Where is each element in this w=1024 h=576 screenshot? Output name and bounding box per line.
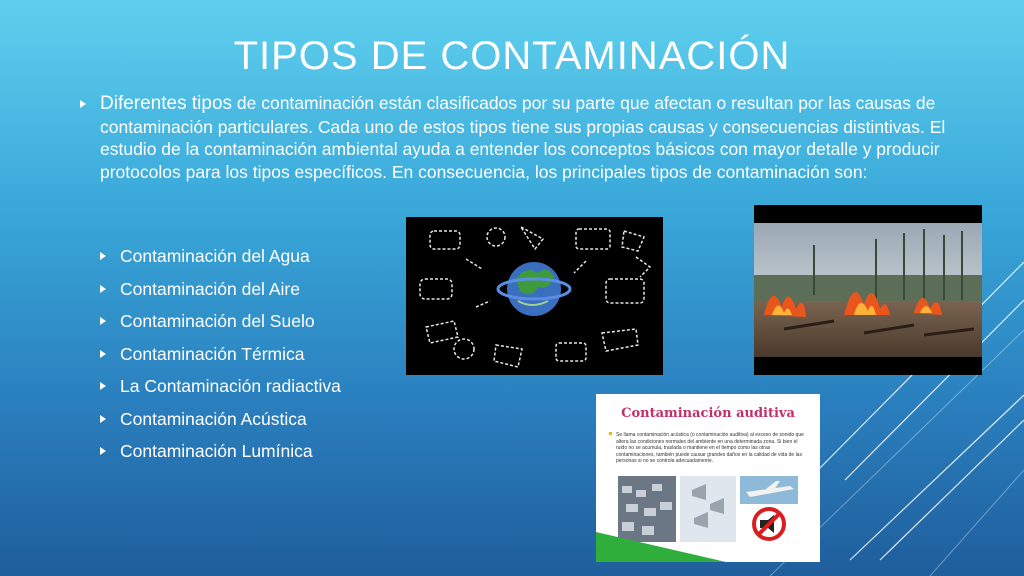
list-item	[100, 342, 341, 375]
intro-paragraph	[100, 92, 980, 183]
list-item-label: Contaminación Acústica	[120, 408, 307, 429]
list-item-label: Contaminación del Suelo	[120, 311, 315, 331]
list-item	[100, 309, 341, 342]
pollution-earth-image	[406, 217, 663, 375]
list-item-label: Contaminación Térmica	[120, 343, 305, 364]
bullet-arrow-icon	[100, 350, 106, 358]
noise-pollution-card	[596, 394, 820, 562]
forest-fire-image	[754, 205, 982, 375]
bullet-arrow-icon	[100, 317, 106, 325]
list-item	[100, 244, 341, 277]
intro-lead: Diferentes tipos	[100, 93, 233, 114]
bullet-arrow-icon	[100, 252, 106, 260]
intro-text: de contaminación están clasificados por su parte que afectan o resultan por las causas de contaminación particulares. Cada uno de estos tipos tiene sus propias causas y consecuencias distintivas. El estudio de la contaminación ambiental ayuda a entender los conceptos básicos con mayor detalle y producir protocolos para los tipos específicos. En consecuencia, los principales tipos de contaminación son:	[100, 93, 946, 182]
list-item	[100, 374, 341, 407]
slide-title: TIPOS DE CONTAMINACIÓN	[233, 34, 791, 78]
types-list	[100, 244, 341, 472]
bullet-arrow-icon	[100, 382, 106, 390]
list-item-label: Contaminación del Aire	[120, 278, 300, 299]
bullet-arrow-icon	[100, 415, 106, 423]
bullet-arrow-icon	[100, 447, 106, 455]
list-item-label: Contaminación Lumínica	[120, 441, 313, 461]
list-item	[100, 407, 341, 440]
list-item-label: Contaminación del Agua	[120, 246, 310, 266]
noise-card-title: Contaminación auditiva	[621, 406, 795, 421]
noise-card-body: Se llama contaminación acústica (o contaminación auditiva) al exceso de sonido que altera las condiciones normales del ambiente en una determinada zona. Si bien el ruido no se acumula, traslada o mantiene en el tiempo como las otras contaminaciones, también puede causar grandes daños en la calidad de vida de las personas si no se controla adecuadamente.	[616, 432, 804, 465]
list-item-label: La Contaminación radiactiva	[120, 376, 341, 396]
list-item	[100, 277, 341, 310]
bullet-arrow-icon	[100, 285, 106, 293]
bullet-arrow-icon	[80, 100, 86, 108]
list-item	[100, 439, 341, 472]
